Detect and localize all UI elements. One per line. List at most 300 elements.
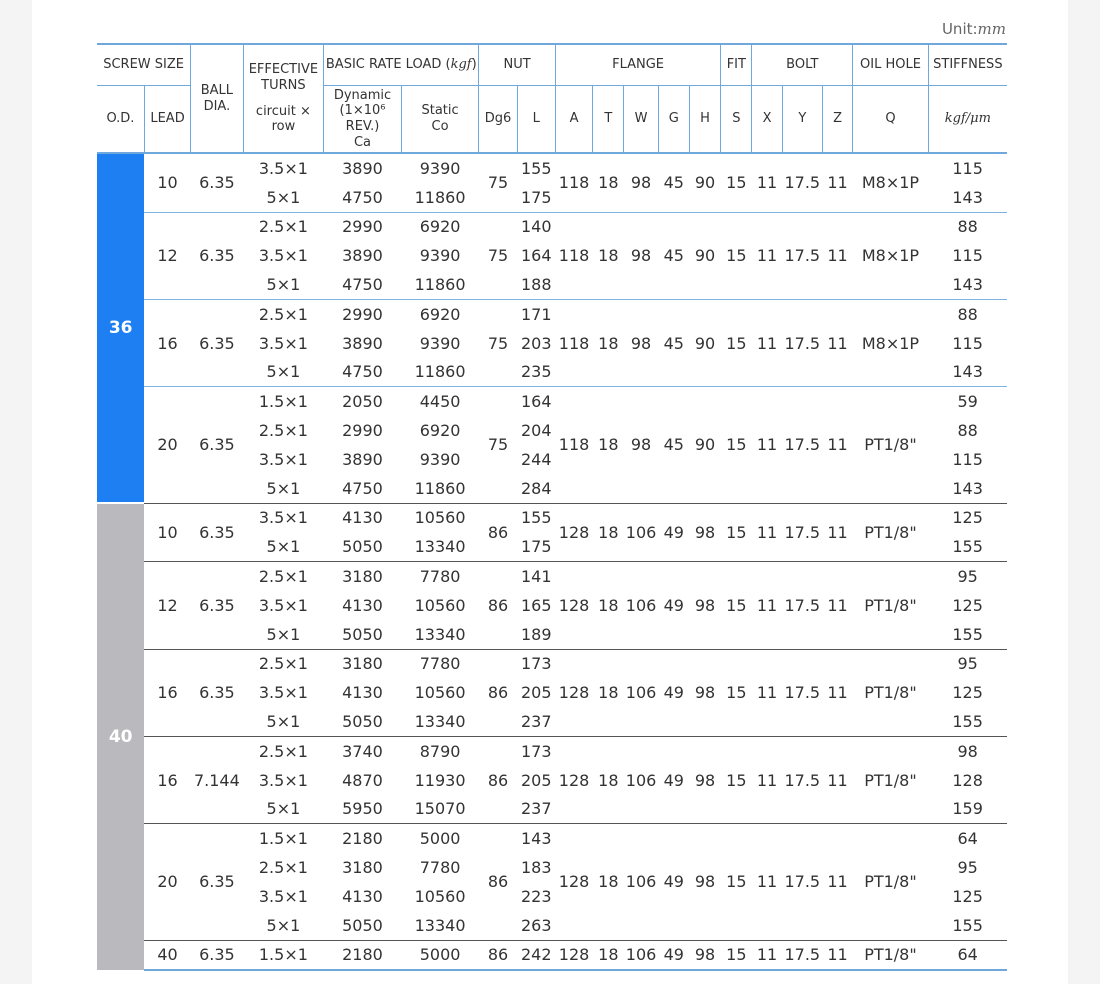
y-cell: 17.5 bbox=[782, 649, 822, 736]
t-cell: 18 bbox=[593, 940, 624, 970]
stiffness-cell: 88 bbox=[957, 421, 978, 441]
header-circuit-row: circuit × row bbox=[255, 103, 311, 135]
static-co-cell: 7780 bbox=[419, 858, 461, 878]
lead-cell: 10 bbox=[144, 503, 190, 562]
w-cell: 106 bbox=[624, 649, 658, 736]
static-co-cell: 7780 bbox=[401, 649, 479, 678]
table-row bbox=[97, 824, 1007, 853]
z-cell: 11 bbox=[822, 562, 852, 649]
turns-cell: 5×1 bbox=[266, 712, 301, 732]
nut-l-cell: 155 bbox=[517, 503, 555, 532]
dg6-cell: 75 bbox=[479, 212, 517, 299]
header-s: S bbox=[721, 86, 752, 154]
table-row bbox=[97, 649, 1007, 678]
dynamic-ca-cell: 4750 bbox=[342, 362, 383, 382]
turns-cell: 2.5×1 bbox=[243, 649, 324, 678]
stiffness-cell: 143 bbox=[952, 478, 983, 498]
y-cell: 17.5 bbox=[782, 824, 822, 940]
w-cell: 106 bbox=[624, 736, 658, 823]
z-cell: 11 bbox=[822, 387, 852, 503]
lead-cell: 10 bbox=[157, 173, 178, 193]
nut-l-cell: 143 bbox=[517, 824, 555, 853]
static-co-cell: 11860 bbox=[414, 362, 466, 382]
stiffness-cell: 155 bbox=[952, 915, 983, 935]
dg6-cell: 86 bbox=[479, 824, 517, 940]
q-cell: PT1/8" bbox=[853, 562, 929, 649]
nut-l-cell: 237 bbox=[521, 712, 552, 732]
table-row bbox=[97, 299, 1007, 328]
turns-cell: 1.5×1 bbox=[243, 824, 324, 853]
ball-screw-spec-table bbox=[97, 43, 1007, 971]
dynamic-ca-cell: 2180 bbox=[324, 940, 402, 970]
s-cell: 15 bbox=[721, 824, 752, 940]
turns-cell: 2.5×1 bbox=[258, 858, 308, 878]
header-basic-rate-load-label: BASIC RATE LOAD ( bbox=[325, 57, 451, 73]
q-cell: PT1/8" bbox=[853, 503, 929, 562]
turns-cell: 2.5×1 bbox=[243, 562, 324, 591]
h-cell: 98 bbox=[689, 824, 720, 940]
header-ca: Ca bbox=[353, 134, 372, 150]
y-cell: 17.5 bbox=[782, 503, 822, 562]
dynamic-ca-cell: 2990 bbox=[324, 212, 402, 241]
g-cell: 49 bbox=[658, 940, 689, 970]
header-fit: FIT bbox=[721, 44, 752, 86]
turns-cell: 3.5×1 bbox=[258, 683, 308, 703]
x-cell: 11 bbox=[752, 824, 782, 940]
stiffness-cell: 115 bbox=[952, 158, 983, 178]
a-cell: 118 bbox=[558, 173, 590, 193]
y-cell: 17.5 bbox=[782, 940, 822, 970]
z-cell: 11 bbox=[822, 736, 852, 823]
dg6-cell: 75 bbox=[479, 387, 517, 503]
static-co-cell: 4450 bbox=[401, 387, 479, 416]
h-cell: 90 bbox=[689, 299, 720, 386]
g-cell: 45 bbox=[663, 173, 684, 193]
nut-l-cell: 235 bbox=[521, 362, 552, 382]
nut-l-cell: 242 bbox=[517, 940, 555, 970]
lead-cell: 16 bbox=[144, 649, 190, 736]
z-cell: 11 bbox=[822, 649, 852, 736]
ball-dia-cell: 6.35 bbox=[191, 212, 243, 299]
w-cell: 106 bbox=[624, 503, 658, 562]
header-oil-hole: OIL HOLE bbox=[853, 44, 929, 86]
turns-cell: 5×1 bbox=[266, 187, 301, 207]
static-co-cell: 9390 bbox=[419, 449, 461, 469]
nut-l-cell: 223 bbox=[521, 886, 552, 906]
dg6-cell: 75 bbox=[487, 173, 509, 193]
lead-cell: 12 bbox=[144, 562, 190, 649]
dg6-cell: 86 bbox=[479, 940, 517, 970]
q-cell: M8×1P bbox=[861, 173, 920, 193]
turns-cell: 3.5×1 bbox=[258, 595, 308, 615]
y-cell: 17.5 bbox=[782, 736, 822, 823]
nut-l-cell: 164 bbox=[521, 246, 552, 266]
z-cell: 11 bbox=[822, 212, 852, 299]
dynamic-ca-cell: 4870 bbox=[342, 770, 383, 790]
ball-dia-cell: 6.35 bbox=[191, 299, 243, 386]
static-co-cell: 13340 bbox=[414, 537, 466, 557]
lead-cell: 20 bbox=[144, 387, 190, 503]
dynamic-ca-cell: 4750 bbox=[342, 187, 383, 207]
turns-cell: 2.5×1 bbox=[243, 736, 324, 765]
dynamic-ca-cell: 4130 bbox=[342, 595, 383, 615]
stiffness-cell: 125 bbox=[928, 503, 1007, 532]
stiffness-cell: 143 bbox=[952, 275, 983, 295]
x-cell: 11 bbox=[752, 299, 782, 386]
dynamic-ca-cell: 3180 bbox=[324, 649, 402, 678]
dynamic-ca-cell: 2050 bbox=[324, 387, 402, 416]
dynamic-ca-cell: 4750 bbox=[342, 275, 383, 295]
q-cell: PT1/8" bbox=[853, 387, 929, 503]
nut-l-cell: 203 bbox=[521, 333, 552, 353]
dynamic-ca-cell: 4130 bbox=[324, 503, 402, 532]
lead-cell: 20 bbox=[144, 824, 190, 940]
h-cell: 90 bbox=[689, 212, 720, 299]
static-co-cell: 6920 bbox=[419, 421, 461, 441]
header-flange: FLANGE bbox=[555, 44, 720, 86]
static-co-cell: 6920 bbox=[401, 212, 479, 241]
nut-l-cell: 155 bbox=[521, 158, 552, 178]
stiffness-cell: 115 bbox=[952, 449, 983, 469]
header-nut: NUT bbox=[479, 44, 556, 86]
od-cell-36: 36 bbox=[97, 153, 144, 503]
dynamic-ca-cell: 2990 bbox=[342, 421, 383, 441]
t-cell: 18 bbox=[593, 212, 624, 299]
a-cell: 118 bbox=[555, 299, 592, 386]
static-co-cell: 9390 bbox=[419, 246, 461, 266]
stiffness-cell: 95 bbox=[928, 649, 1007, 678]
stiffness-cell: 125 bbox=[952, 886, 983, 906]
h-cell: 90 bbox=[689, 387, 720, 503]
dynamic-ca-cell: 3890 bbox=[342, 158, 383, 178]
static-co-cell: 13340 bbox=[414, 915, 466, 935]
ball-dia-cell: 6.35 bbox=[191, 649, 243, 736]
static-co-cell: 9390 bbox=[419, 333, 461, 353]
catalog-page bbox=[32, 0, 1068, 984]
stiffness-cell: 95 bbox=[928, 562, 1007, 591]
stiffness-cell: 128 bbox=[952, 770, 983, 790]
turns-cell: 3.5×1 bbox=[258, 246, 308, 266]
t-cell: 18 bbox=[593, 736, 624, 823]
x-cell: 11 bbox=[752, 562, 782, 649]
header-static bbox=[401, 86, 479, 154]
static-co-cell: 9390 bbox=[419, 158, 461, 178]
nut-l-cell: 204 bbox=[521, 421, 552, 441]
table-body bbox=[97, 153, 1007, 970]
s-cell: 15 bbox=[721, 503, 752, 562]
nut-l-cell: 205 bbox=[521, 683, 552, 703]
g-cell: 49 bbox=[658, 562, 689, 649]
y-cell: 17.5 bbox=[784, 173, 821, 193]
nut-l-cell: 164 bbox=[517, 387, 555, 416]
table-row bbox=[97, 153, 1007, 183]
stiffness-cell: 64 bbox=[928, 824, 1007, 853]
header-dynamic-label: Dynamic bbox=[333, 87, 392, 103]
g-cell: 49 bbox=[658, 736, 689, 823]
a-cell: 128 bbox=[555, 503, 592, 562]
header-w: W bbox=[624, 86, 658, 154]
h-cell: 98 bbox=[689, 649, 720, 736]
s-cell: 15 bbox=[721, 649, 752, 736]
stiffness-cell: 98 bbox=[928, 736, 1007, 765]
turns-cell: 5×1 bbox=[266, 275, 301, 295]
nut-l-cell: 171 bbox=[517, 299, 555, 328]
header-l: L bbox=[517, 86, 555, 154]
dg6-cell: 75 bbox=[479, 299, 517, 386]
nut-l-cell: 141 bbox=[517, 562, 555, 591]
header-q: Q bbox=[853, 86, 929, 154]
z-cell: 11 bbox=[827, 173, 848, 193]
table-row bbox=[97, 940, 1007, 970]
header-a: A bbox=[555, 86, 592, 154]
static-co-cell: 15070 bbox=[414, 799, 466, 819]
stiffness-cell: 155 bbox=[952, 537, 983, 557]
dynamic-ca-cell: 2180 bbox=[324, 824, 402, 853]
turns-cell: 5×1 bbox=[266, 624, 301, 644]
ball-dia-cell: 7.144 bbox=[191, 736, 243, 823]
s-cell: 15 bbox=[721, 562, 752, 649]
nut-l-cell: 140 bbox=[517, 212, 555, 241]
w-cell: 98 bbox=[624, 387, 658, 503]
static-co-cell: 10560 bbox=[414, 886, 466, 906]
dg6-cell: 86 bbox=[479, 503, 517, 562]
z-cell: 11 bbox=[822, 503, 852, 562]
s-cell: 15 bbox=[721, 736, 752, 823]
header-g: G bbox=[658, 86, 689, 154]
dynamic-ca-cell: 5050 bbox=[342, 915, 383, 935]
static-co-cell: 11860 bbox=[414, 275, 466, 295]
dynamic-ca-cell: 4750 bbox=[342, 478, 383, 498]
g-cell: 45 bbox=[658, 387, 689, 503]
h-cell: 98 bbox=[689, 736, 720, 823]
nut-l-cell: 263 bbox=[521, 915, 552, 935]
unit-prefix: Unit: bbox=[941, 20, 978, 38]
header-bolt: BOLT bbox=[752, 44, 853, 86]
header-ball-dia: BALL DIA. bbox=[191, 44, 243, 153]
w-cell: 98 bbox=[624, 299, 658, 386]
header-od: O.D. bbox=[97, 86, 144, 154]
dynamic-ca-cell: 3890 bbox=[342, 333, 383, 353]
x-cell: 11 bbox=[752, 387, 782, 503]
turns-cell: 2.5×1 bbox=[243, 212, 324, 241]
a-cell: 118 bbox=[555, 387, 592, 503]
stiffness-cell: 143 bbox=[952, 362, 983, 382]
g-cell: 49 bbox=[658, 824, 689, 940]
w-cell: 106 bbox=[624, 940, 658, 970]
t-cell: 18 bbox=[593, 824, 624, 940]
stiffness-cell: 143 bbox=[952, 187, 983, 207]
y-cell: 17.5 bbox=[782, 387, 822, 503]
q-cell: PT1/8" bbox=[853, 824, 929, 940]
turns-cell: 5×1 bbox=[266, 915, 301, 935]
dynamic-ca-cell: 5050 bbox=[342, 624, 383, 644]
static-co-cell: 13340 bbox=[414, 712, 466, 732]
static-co-cell: 6920 bbox=[401, 299, 479, 328]
static-co-cell: 10560 bbox=[401, 503, 479, 532]
stiffness-cell: 115 bbox=[952, 333, 983, 353]
header-basic-rate-load: BASIC RATE LOAD (kgf) bbox=[324, 44, 479, 86]
h-cell: 98 bbox=[689, 562, 720, 649]
t-cell: 18 bbox=[593, 649, 624, 736]
stiffness-cell: 64 bbox=[928, 940, 1007, 970]
t-cell: 18 bbox=[593, 562, 624, 649]
lead-cell: 16 bbox=[144, 736, 190, 823]
q-cell: PT1/8" bbox=[853, 940, 929, 970]
s-cell: 15 bbox=[726, 173, 747, 193]
z-cell: 11 bbox=[822, 824, 852, 940]
ball-dia-cell: 6.35 bbox=[191, 503, 243, 562]
table-row bbox=[97, 212, 1007, 241]
turns-cell: 3.5×1 bbox=[258, 158, 308, 178]
t-cell: 18 bbox=[593, 387, 624, 503]
a-cell: 128 bbox=[555, 824, 592, 940]
header-h: H bbox=[689, 86, 720, 154]
dynamic-ca-cell: 3890 bbox=[342, 449, 383, 469]
y-cell: 17.5 bbox=[782, 299, 822, 386]
static-co-cell: 11860 bbox=[414, 187, 466, 207]
x-cell: 11 bbox=[752, 503, 782, 562]
dynamic-ca-cell: 3180 bbox=[324, 562, 402, 591]
ball-dia-cell: 6.35 bbox=[191, 824, 243, 940]
stiffness-cell: 88 bbox=[928, 212, 1007, 241]
static-co-cell: 5000 bbox=[401, 940, 479, 970]
nut-l-cell: 183 bbox=[521, 858, 552, 878]
turns-cell: 5×1 bbox=[266, 362, 301, 382]
ball-dia-cell: 6.35 bbox=[191, 562, 243, 649]
header-basic-rate-load-unit: kgf bbox=[450, 57, 472, 73]
t-cell: 18 bbox=[593, 503, 624, 562]
header-y: Y bbox=[782, 86, 822, 154]
q-cell: M8×1P bbox=[853, 299, 929, 386]
q-cell: M8×1P bbox=[853, 212, 929, 299]
lead-cell: 16 bbox=[144, 299, 190, 386]
header-z: Z bbox=[822, 86, 852, 154]
g-cell: 49 bbox=[658, 503, 689, 562]
turns-cell: 1.5×1 bbox=[243, 387, 324, 416]
a-cell: 128 bbox=[555, 562, 592, 649]
turns-cell: 3.5×1 bbox=[258, 770, 308, 790]
z-cell: 11 bbox=[822, 940, 852, 970]
header-lead: LEAD bbox=[144, 86, 190, 154]
stiffness-cell: 125 bbox=[952, 595, 983, 615]
x-cell: 11 bbox=[752, 212, 782, 299]
header-static-label: Static bbox=[421, 103, 459, 119]
ball-dia-cell: 6.35 bbox=[199, 173, 235, 193]
dynamic-ca-cell: 3740 bbox=[324, 736, 402, 765]
dynamic-ca-cell: 3180 bbox=[342, 858, 383, 878]
header-dg6: Dg6 bbox=[479, 86, 517, 154]
g-cell: 49 bbox=[658, 649, 689, 736]
stiffness-cell: 155 bbox=[952, 624, 983, 644]
s-cell: 15 bbox=[721, 212, 752, 299]
static-co-cell: 13340 bbox=[414, 624, 466, 644]
table-row bbox=[97, 503, 1007, 532]
nut-l-cell: 175 bbox=[521, 537, 552, 557]
t-cell: 18 bbox=[598, 173, 619, 193]
h-cell: 98 bbox=[689, 940, 720, 970]
table-row bbox=[97, 387, 1007, 416]
unit-label bbox=[942, 20, 1006, 38]
stiffness-cell: 88 bbox=[928, 299, 1007, 328]
stiffness-cell: 159 bbox=[952, 799, 983, 819]
stiffness-cell: 59 bbox=[928, 387, 1007, 416]
static-co-cell: 8790 bbox=[401, 736, 479, 765]
nut-l-cell: 244 bbox=[521, 449, 552, 469]
dg6-cell: 86 bbox=[479, 649, 517, 736]
static-co-cell: 11860 bbox=[414, 478, 466, 498]
w-cell: 98 bbox=[630, 173, 652, 193]
a-cell: 118 bbox=[555, 212, 592, 299]
header-stiffness: STIFFNESS bbox=[928, 44, 1007, 86]
turns-cell: 3.5×1 bbox=[258, 886, 308, 906]
static-co-cell: 7780 bbox=[401, 562, 479, 591]
table-row bbox=[97, 736, 1007, 765]
dynamic-ca-cell: 4130 bbox=[342, 683, 383, 703]
header-dynamic-rev: (1×10⁶ REV.) bbox=[339, 103, 386, 134]
y-cell: 17.5 bbox=[782, 562, 822, 649]
dynamic-ca-cell: 5950 bbox=[342, 799, 383, 819]
stiffness-cell: 155 bbox=[952, 712, 983, 732]
turns-cell: 2.5×1 bbox=[243, 299, 324, 328]
dg6-cell: 86 bbox=[479, 562, 517, 649]
turns-cell: 3.5×1 bbox=[258, 449, 308, 469]
s-cell: 15 bbox=[721, 387, 752, 503]
static-co-cell: 10560 bbox=[414, 683, 466, 703]
static-co-cell: 5000 bbox=[401, 824, 479, 853]
nut-l-cell: 237 bbox=[521, 799, 552, 819]
ball-dia-cell: 6.35 bbox=[191, 940, 243, 970]
x-cell: 11 bbox=[752, 736, 782, 823]
dynamic-ca-cell: 5050 bbox=[342, 712, 383, 732]
nut-l-cell: 189 bbox=[521, 624, 552, 644]
turns-cell: 2.5×1 bbox=[258, 421, 308, 441]
a-cell: 128 bbox=[555, 736, 592, 823]
stiffness-cell: 125 bbox=[952, 683, 983, 703]
s-cell: 15 bbox=[721, 299, 752, 386]
stiffness-cell: 95 bbox=[957, 858, 978, 878]
od-cell-40: 40 bbox=[97, 503, 144, 970]
static-co-cell: 11930 bbox=[414, 770, 466, 790]
y-cell: 17.5 bbox=[782, 212, 822, 299]
x-cell: 11 bbox=[752, 649, 782, 736]
nut-l-cell: 173 bbox=[517, 649, 555, 678]
turns-cell: 5×1 bbox=[266, 537, 301, 557]
a-cell: 128 bbox=[555, 649, 592, 736]
unit-value: mm bbox=[977, 20, 1006, 38]
h-cell: 98 bbox=[689, 503, 720, 562]
turns-cell: 5×1 bbox=[266, 799, 301, 819]
h-cell: 90 bbox=[694, 173, 716, 193]
ball-dia-cell: 6.35 bbox=[191, 387, 243, 503]
w-cell: 98 bbox=[624, 212, 658, 299]
header-dynamic bbox=[324, 86, 402, 154]
nut-l-cell: 188 bbox=[521, 275, 552, 295]
g-cell: 45 bbox=[658, 299, 689, 386]
turns-cell: 5×1 bbox=[266, 478, 301, 498]
dynamic-ca-cell: 2990 bbox=[324, 299, 402, 328]
turns-cell: 3.5×1 bbox=[243, 503, 324, 532]
nut-l-cell: 173 bbox=[517, 736, 555, 765]
stiffness-cell: 115 bbox=[952, 246, 983, 266]
static-co-cell: 10560 bbox=[414, 595, 466, 615]
header-t: T bbox=[593, 86, 624, 154]
lead-cell: 12 bbox=[144, 212, 190, 299]
dg6-cell: 86 bbox=[479, 736, 517, 823]
w-cell: 106 bbox=[624, 824, 658, 940]
s-cell: 15 bbox=[721, 940, 752, 970]
t-cell: 18 bbox=[593, 299, 624, 386]
nut-l-cell: 165 bbox=[521, 595, 552, 615]
